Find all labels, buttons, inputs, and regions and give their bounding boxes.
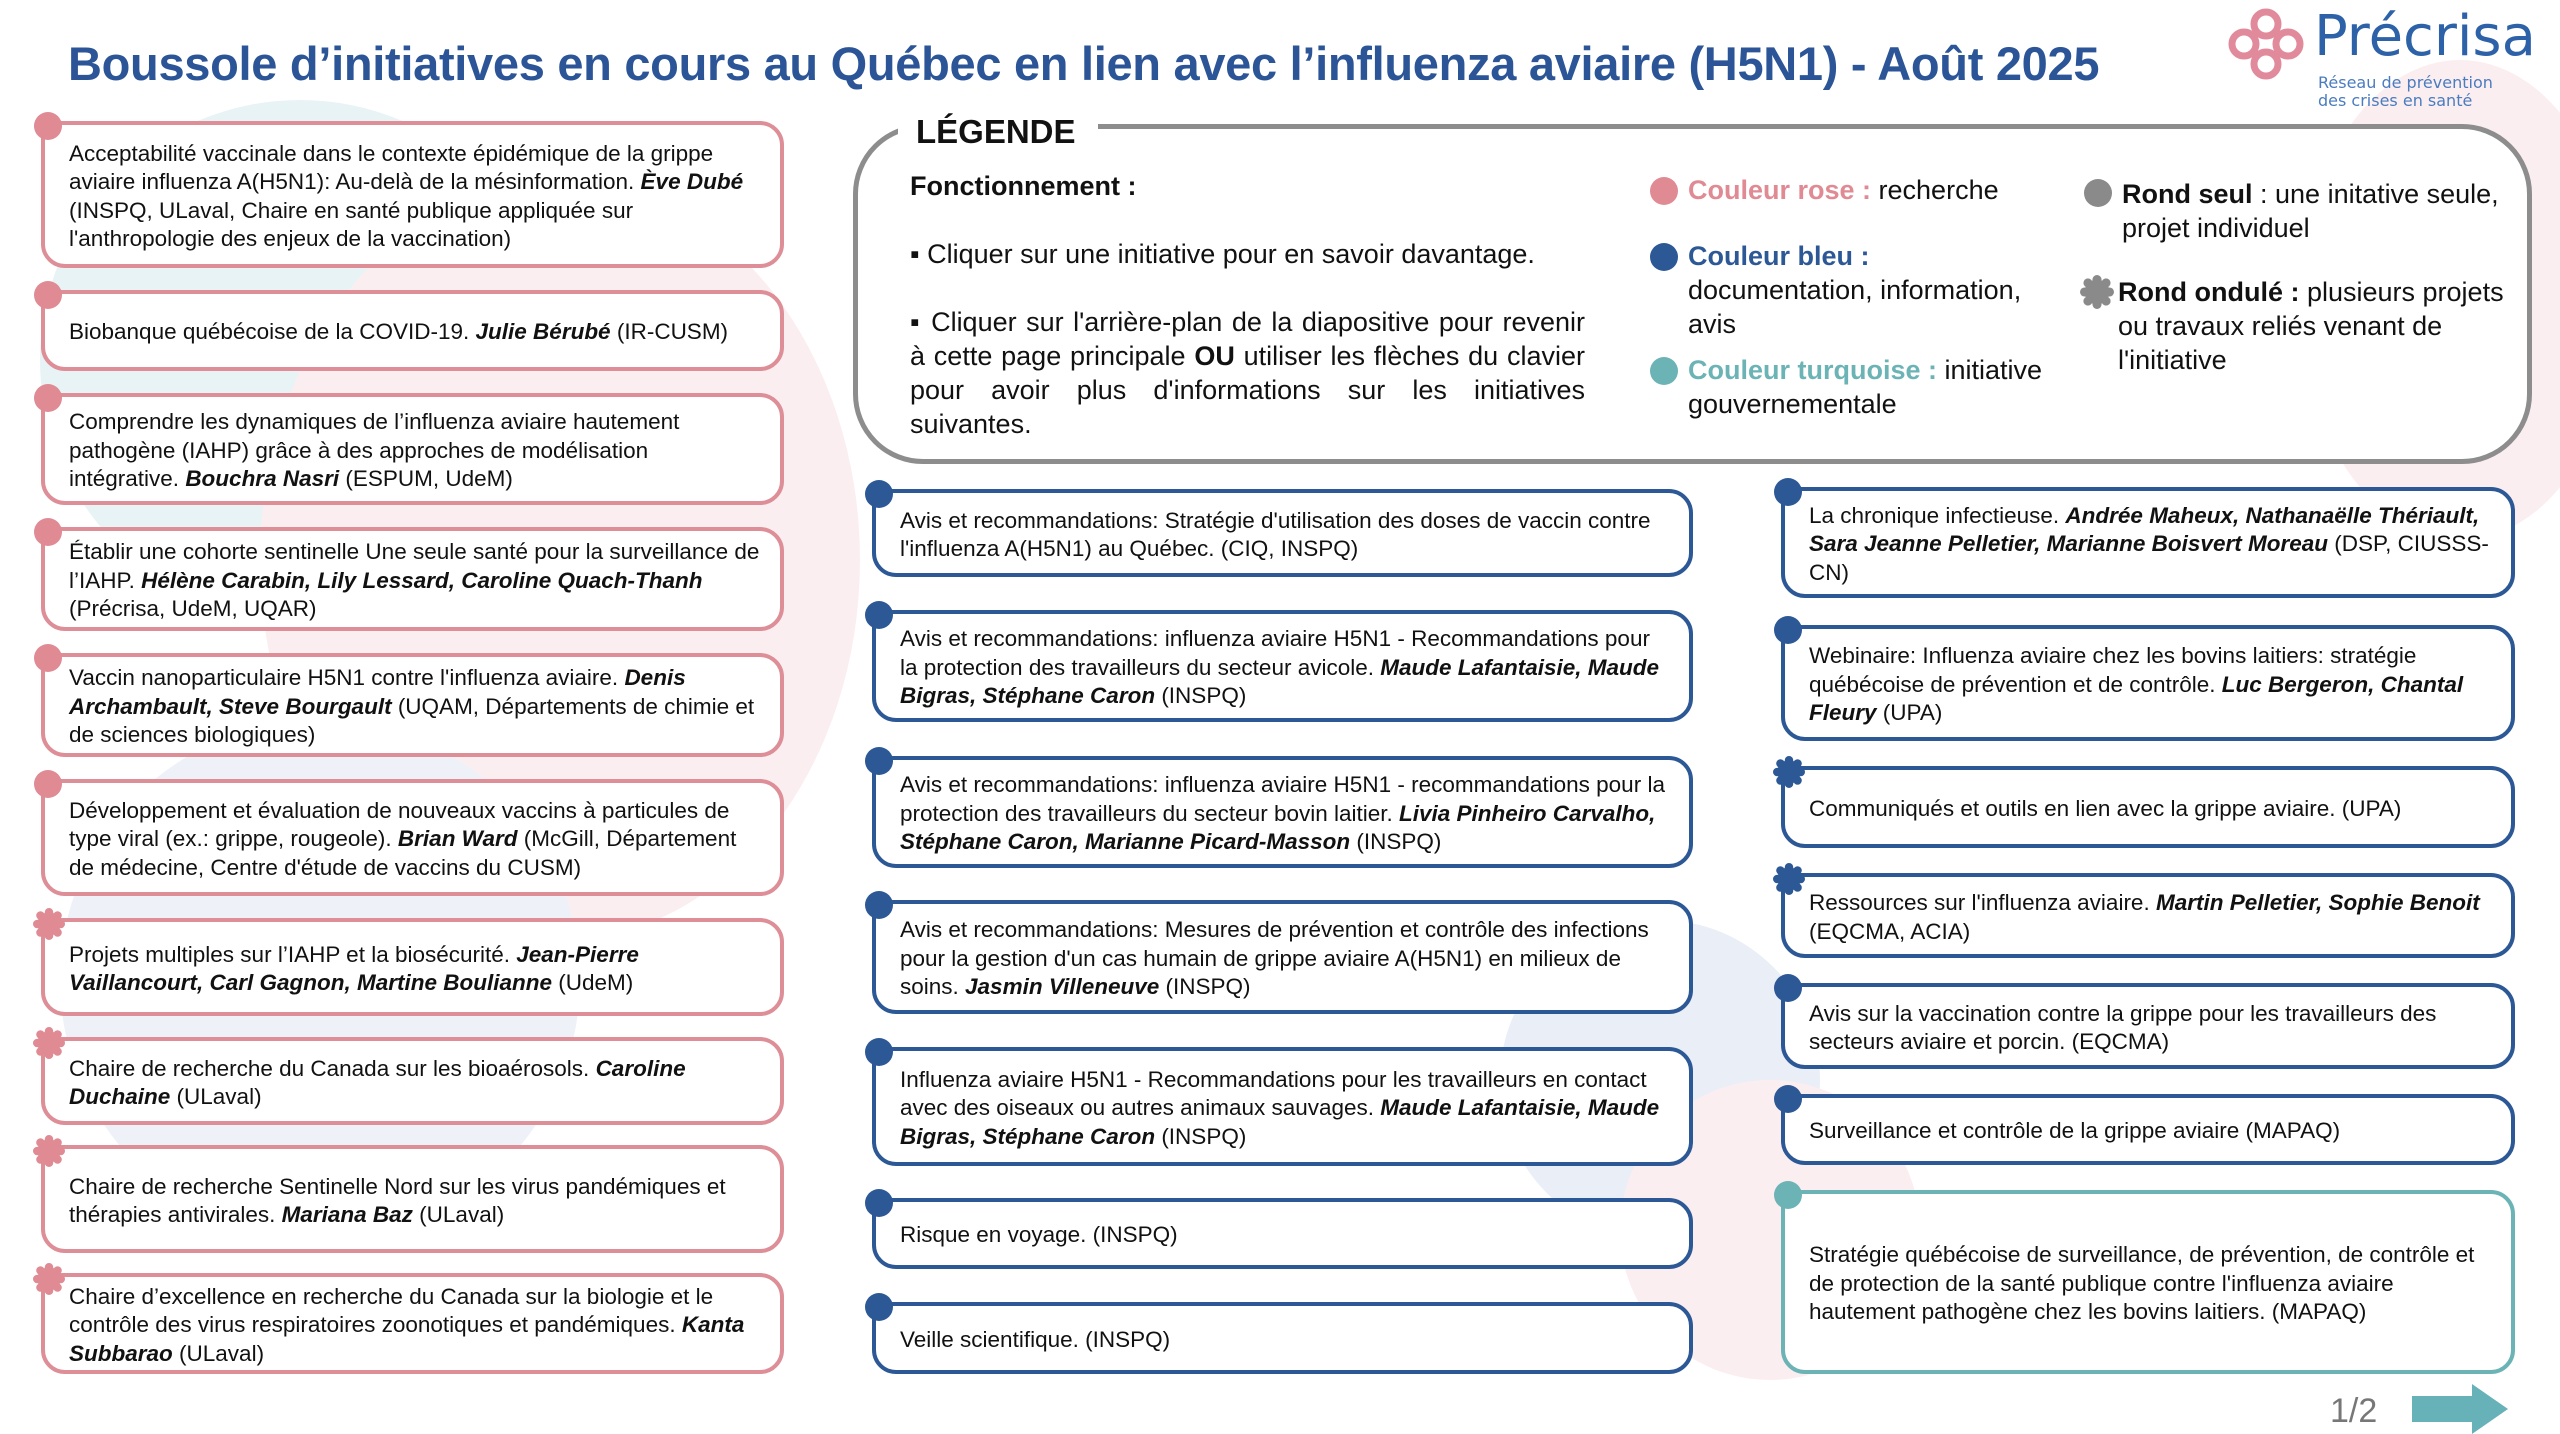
initiative-title: Établir une cohorte sentinelle Une seule santé pour la surveillance de l’IAHP. [69, 539, 760, 593]
initiative-text [900, 507, 1669, 564]
initiative-text [69, 797, 760, 883]
initiative-affiliation: (INSPQ) [1086, 1222, 1178, 1248]
initiative-text [69, 140, 760, 254]
initiative-authors: Andrée Maheux, Nathanaëlle Thériault, Sara Jeanne Pelletier, Marianne Boisvert Moreau [1809, 502, 2480, 557]
dot-icon [33, 517, 63, 547]
initiative-authors: Livia Pinheiro Carvalho, Stéphane Caron, Marianne Picard-Masson [900, 800, 1656, 855]
initiative-affiliation: (INSPQ) [1350, 829, 1442, 855]
initiative-card[interactable] [41, 393, 784, 505]
initiative-affiliation: (UQAM, Départements de chimie et de sciences biologiques) [69, 693, 755, 748]
initiative-authors: Denis Archambault, Steve Bourgault [69, 665, 686, 719]
initiative-authors: Mariana Baz [281, 1202, 413, 1227]
next-page-arrow-icon[interactable] [2412, 1384, 2508, 1434]
wavy-dot-icon [1773, 756, 1803, 786]
initiative-affiliation: (CIQ, INSPQ) [1214, 536, 1359, 561]
legend-pink [1688, 173, 1999, 207]
legend-panel [853, 113, 2532, 464]
dot-icon [1773, 477, 1803, 507]
legend-teal-label: Couleur turquoise : [1688, 355, 1937, 385]
initiative-card[interactable] [1781, 983, 2515, 1069]
initiative-card[interactable] [41, 1037, 784, 1125]
initiative-card[interactable] [1781, 1094, 2515, 1165]
initiative-card[interactable] [872, 1047, 1693, 1166]
initiative-title: Avis et recommandations: influenza aviaire H5N1 - recommandations pour la protection des travailleurs du secteur bovin laitier. [900, 772, 1665, 826]
legend-heading: Fonctionnement : [910, 171, 1137, 201]
initiative-card[interactable] [1781, 873, 2515, 958]
dot-icon [864, 1037, 894, 1067]
legend-single-label: Rond seul [2122, 179, 2253, 209]
legend-title: LÉGENDE [898, 113, 1098, 151]
legend-wavy [2118, 275, 2518, 377]
initiative-card[interactable] [41, 653, 784, 757]
wavy-dot-icon [33, 1263, 63, 1293]
initiative-text [69, 1055, 760, 1112]
logo-subtitle-line1: Réseau de prévention [2318, 73, 2493, 92]
legend-blue-desc: documentation, information, avis [1688, 275, 2022, 339]
initiative-affiliation: (INSPQ) [1155, 683, 1247, 709]
initiative-affiliation: (McGill, Département de médecine, Centre d'étude de vaccins du CUSM) [69, 826, 737, 880]
initiative-title: Influenza aviaire H5N1 - Recommandations pour les travailleurs en contact avec des oiseaux ou autres animaux sauvages. [900, 1066, 1647, 1121]
initiative-affiliation: (UPA) [1876, 700, 1943, 726]
dot-icon [33, 280, 63, 310]
precrisa-logo-icon [2226, 6, 2306, 82]
initiative-affiliation: (DSP, CIUSSS-CN) [1809, 531, 2489, 585]
initiative-text [1809, 795, 2401, 824]
legend-teal [1688, 353, 2088, 421]
initiative-text [69, 318, 728, 347]
dot-icon [33, 769, 63, 799]
wavy-dot-icon [2080, 275, 2114, 309]
initiative-text [900, 1221, 1178, 1250]
initiative-affiliation: (INSPQ) [1078, 1326, 1171, 1352]
initiative-affiliation: (EQCMA) [2065, 1029, 2170, 1054]
initiative-text [69, 664, 760, 750]
initiative-authors: Brian Ward [397, 826, 518, 852]
initiative-affiliation: (ULaval) [172, 1340, 265, 1366]
initiative-affiliation: (MAPAQ) [2239, 1118, 2341, 1144]
initiative-text [1809, 889, 2491, 946]
initiative-text [900, 916, 1669, 1002]
initiative-card[interactable] [872, 900, 1693, 1014]
dot-icon [1773, 1180, 1803, 1210]
legend-pink-desc: recherche [1871, 175, 1999, 205]
dot-icon [1773, 973, 1803, 1003]
initiative-card[interactable] [41, 121, 784, 268]
initiative-text [69, 538, 760, 624]
initiative-card[interactable] [41, 779, 784, 896]
initiative-card[interactable] [1781, 487, 2515, 598]
initiative-title: Avis et recommandations: Mesures de prévention et contrôle des infections pour la gestion d'un cas humain de grippe aviaire A(H5N1) en milieux de soins. [900, 917, 1649, 1000]
dot-icon [33, 643, 63, 673]
initiative-title: Comprendre les dynamiques de l’influenza aviaire hautement pathogène (IAHP) grâce à des approches de modélisation intégrative. [69, 409, 680, 492]
initiative-card[interactable] [1781, 766, 2515, 848]
initiative-authors: Caroline Duchaine [69, 1055, 686, 1109]
legend-bullet-2-bold: OU [1194, 341, 1235, 371]
initiative-card[interactable] [872, 489, 1693, 577]
legend-blue [1688, 239, 2048, 341]
legend-bullet-2-text-end: utiliser les flèches du clavier pour avoir plus d'informations sur les initiatives suivantes. [910, 341, 1585, 439]
initiative-authors: Martin Pelletier, Sophie Benoit [2155, 890, 2480, 915]
initiative-authors: Hélène Carabin, Lily Lessard, Caroline Quach-Thanh [141, 567, 703, 593]
initiative-affiliation: (IR-CUSM) [610, 319, 729, 345]
initiative-card[interactable] [872, 1302, 1693, 1374]
initiative-title: Vaccin nanoparticulaire H5N1 contre l'influenza aviaire. [69, 665, 625, 691]
legend-teal-desc: initiative gouvernementale [1688, 355, 2043, 419]
dot-icon [864, 1188, 894, 1218]
wavy-dot-icon [33, 1027, 63, 1057]
blue-dot-icon [1650, 243, 1678, 271]
initiative-title: Projets multiples sur l’IAHP et la biosécurité. [69, 941, 517, 967]
initiative-title: Acceptabilité vaccinale dans le contexte épidémique de la grippe aviaire influenza A(H5N1): Au-delà de la mésinformation. [69, 140, 714, 194]
dot-icon [864, 600, 894, 630]
initiative-title: Avis et recommandations: Stratégie d'utilisation des doses de vaccin contre l'influenza A(H5N1) au Québec. [900, 507, 1651, 561]
initiative-title: La chronique infectieuse. [1809, 502, 2066, 528]
initiative-card[interactable] [41, 1145, 784, 1253]
initiative-affiliation: (ULaval) [170, 1084, 262, 1109]
logo-subtitle-line2: des crises en santé [2318, 91, 2473, 110]
page-title: Boussole d’initiatives en cours au Québec en lien avec l’influenza aviaire (H5N1) - Août 2025 [68, 37, 2100, 90]
initiative-authors: Ève Dubé [640, 169, 744, 194]
initiative-title: Avis et recommandations: influenza aviaire H5N1 - Recommandations pour la protection des travailleurs du secteur avicole. [900, 626, 1650, 680]
wavy-dot-icon [1773, 863, 1803, 893]
initiative-title: Risque en voyage. [900, 1222, 1087, 1248]
legend-single [2122, 177, 2522, 245]
initiative-authors: Luc Bergeron, Chantal Fleury [1809, 671, 2464, 726]
pink-dot-icon [1650, 177, 1678, 205]
initiative-title: Développement et évaluation de nouveaux vaccins à particules de type viral (ex.: grippe, rougeole). [69, 797, 730, 852]
initiative-card[interactable] [41, 1273, 784, 1374]
initiative-affiliation: (Précrisa, UdeM, UQAR) [69, 596, 317, 622]
initiative-affiliation: (INSPQ) [1155, 1123, 1247, 1149]
initiative-affiliation: (MAPAQ) [2265, 1299, 2367, 1325]
initiative-title: Ressources sur l'influenza aviaire. [1809, 890, 2156, 915]
teal-dot-icon [1650, 357, 1678, 385]
initiative-text [69, 941, 760, 998]
legend-blue-label: Couleur bleu : [1688, 241, 1870, 271]
single-dot-icon [2084, 179, 2112, 207]
initiative-title: Communiqués et outils en lien avec la grippe aviaire. [1809, 795, 2336, 821]
page-indicator: 1/2 [2330, 1392, 2378, 1430]
initiative-text [900, 625, 1669, 711]
initiative-text [1809, 642, 2491, 728]
initiative-authors: Jean-Pierre Vaillancourt, Carl Gagnon, Martine Boulianne [69, 941, 639, 995]
legend-bullet-2 [910, 305, 1585, 441]
initiative-title: Veille scientifique. [900, 1326, 1079, 1352]
legend-wavy-label: Rond ondulé : [2118, 277, 2300, 307]
initiative-authors: Bouchra Nasri [185, 466, 340, 492]
initiative-card[interactable] [41, 918, 784, 1016]
initiative-authors: Maude Lafantaisie, Maude Bigras, Stéphane Caron [900, 654, 1660, 709]
dot-icon [1773, 1084, 1803, 1114]
dot-icon [864, 746, 894, 776]
initiative-card[interactable] [1781, 1190, 2515, 1374]
legend-wavy-desc: plusieurs projets ou travaux reliés venant de l'initiative [2118, 277, 2504, 375]
initiative-text [1809, 1000, 2491, 1057]
precrisa-logo [2226, 4, 2536, 112]
initiative-affiliation: (EQCMA, ACIA) [1809, 918, 1971, 944]
initiative-title: Surveillance et contrôle de la grippe aviaire [1809, 1118, 2240, 1144]
initiative-card[interactable] [41, 290, 784, 371]
initiative-text [69, 408, 760, 494]
initiative-title: Webinaire: Influenza aviaire chez les bovins laitiers: stratégie québécoise de prévention et de contrôle. [1809, 643, 2417, 697]
dot-icon [864, 890, 894, 920]
initiative-affiliation: (ULaval) [412, 1202, 505, 1227]
dot-icon [864, 1292, 894, 1322]
initiative-text [69, 1173, 760, 1230]
initiative-affiliation: (ESPUM, UdeM) [339, 466, 513, 492]
initiative-affiliation: (INSPQ, ULaval, Chaire en santé publique appliquée sur l'anthropologie des enjeux de la vaccination) [69, 197, 634, 251]
initiative-title: Chaire d’excellence en recherche du Canada sur la biologie et le contrôle des virus respiratoires zoonotiques et pandémiques. [69, 1283, 714, 1338]
wavy-dot-icon [33, 1135, 63, 1165]
initiative-authors: Jasmin Villeneuve [965, 974, 1160, 1000]
logo-subtitle [2318, 74, 2493, 110]
initiative-title: Chaire de recherche du Canada sur les bioaérosols. [69, 1055, 596, 1081]
dot-icon [864, 479, 894, 509]
initiative-affiliation: (UPA) [2335, 795, 2402, 821]
legend-single-desc: : une initative seule, projet individuel [2122, 179, 2499, 243]
initiative-text [1809, 1117, 2340, 1146]
initiative-text [900, 1066, 1669, 1152]
initiative-card[interactable] [872, 610, 1693, 722]
initiative-text [900, 771, 1669, 857]
initiative-card[interactable] [872, 1198, 1693, 1269]
initiative-card[interactable] [41, 527, 784, 631]
initiative-title: Biobanque québécoise de la COVID-19. [69, 319, 476, 345]
initiative-text [1809, 1241, 2491, 1327]
initiative-title: Stratégie québécoise de surveillance, de prévention, de contrôle et de protection de la santé publique contre l'influenza aviaire hautement pathogène chez les bovins laitiers. [1809, 1242, 2475, 1325]
initiative-text [69, 1283, 760, 1369]
legend-bullet-2-text: ▪ Cliquer sur l'arrière-plan de la diapositive pour revenir à cette page principale [910, 307, 1585, 371]
initiative-affiliation: (UdeM) [551, 970, 634, 995]
wavy-dot-icon [33, 908, 63, 938]
dot-icon [33, 111, 63, 141]
initiative-title: Chaire de recherche Sentinelle Nord sur les virus pandémiques et thérapies antivirales. [69, 1173, 726, 1227]
logo-name: Précrisa [2314, 4, 2536, 69]
dot-icon [33, 383, 63, 413]
initiative-text [1809, 502, 2491, 588]
initiative-authors: Kanta Subbarao [69, 1312, 745, 1366]
initiative-text [900, 1326, 1170, 1355]
dot-icon [1773, 615, 1803, 645]
initiative-title: Avis sur la vaccination contre la grippe pour les travailleurs des secteurs aviaire et porcin. [1809, 1000, 2437, 1054]
initiative-authors: Maude Lafantaisie, Maude Bigras, Stéphane Caron [900, 1095, 1660, 1149]
initiative-card[interactable] [872, 756, 1693, 868]
initiative-affiliation: (INSPQ) [1159, 974, 1251, 1000]
legend-bullet-1: ▪ Cliquer sur une initiative pour en savoir davantage. [910, 239, 1535, 269]
legend-pink-label: Couleur rose : [1688, 175, 1872, 205]
initiative-card[interactable] [1781, 625, 2515, 741]
initiative-authors: Julie Bérubé [475, 319, 611, 345]
